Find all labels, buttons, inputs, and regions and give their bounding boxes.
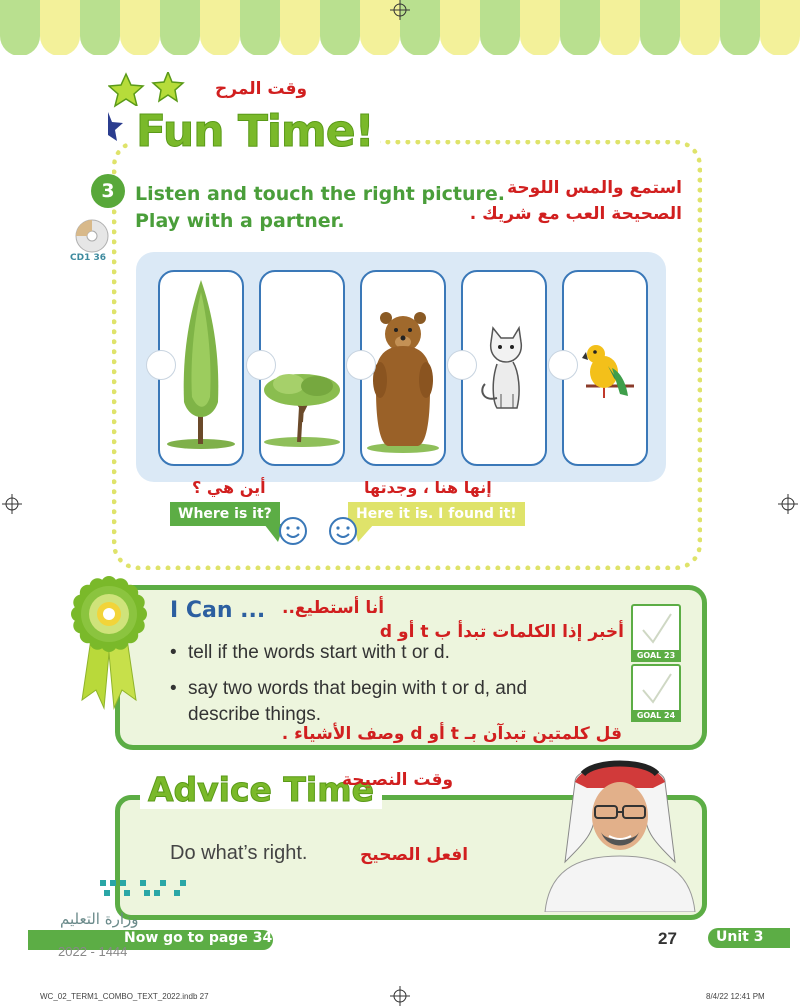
registration-mark-left (2, 494, 22, 514)
registration-mark-bottom (390, 986, 410, 1006)
instruction-ar-line-2: الصحيحة العب مع شريك . (469, 204, 682, 224)
scallop (440, 0, 480, 55)
bullet-dot: • (170, 642, 177, 663)
card-knob (246, 350, 276, 380)
cd-label: CD1 36 (70, 253, 106, 263)
cd-icon (70, 218, 110, 254)
ministry-logo-icon (96, 876, 192, 904)
bubble-left-ar: أين هي ؟ (192, 478, 266, 497)
star-icon (153, 72, 183, 101)
i-can-item2-ar: قل كلمتين تبدآن بـ t أو d وصف الأشياء . (281, 724, 622, 744)
man-illustration (535, 752, 705, 912)
page-number: 27 (658, 929, 677, 948)
scallop (200, 0, 240, 55)
check-icon (633, 666, 679, 712)
smiley-icon (328, 516, 358, 546)
i-can-item-2-line-2: describe things. (188, 704, 322, 725)
i-can-item-2-line-1: say two words that begin with t or d, and (188, 678, 528, 699)
registration-mark-top (390, 0, 410, 20)
scallop (640, 0, 680, 55)
card-knob (146, 350, 176, 380)
scallop (520, 0, 560, 55)
rosette-icon (68, 572, 150, 712)
scallop (760, 0, 800, 55)
speech-bubble-left: Where is it? (170, 502, 280, 526)
advice-text: Do what’s right. (170, 842, 308, 864)
scallop (80, 0, 120, 55)
scallop (0, 0, 40, 55)
scallop (600, 0, 640, 55)
print-slug-right: 8/4/22 12:41 PM (706, 992, 765, 1001)
fun-time-title: Fun Time! (130, 106, 380, 157)
star-icon (108, 112, 123, 141)
activity-number: 3 (91, 174, 125, 208)
bullet-dot: • (170, 678, 177, 699)
advice-title: Advice Time (140, 770, 382, 809)
print-slug-left: WC_02_TERM1_COMBO_TEXT_2022.indb 27 (40, 992, 209, 1001)
goal-label-24: GOAL 24 (631, 710, 681, 722)
goal-label-23: GOAL 23 (631, 650, 681, 662)
scallop (120, 0, 160, 55)
smiley-icon (278, 516, 308, 546)
scallop (680, 0, 720, 55)
card-knob (346, 350, 376, 380)
nav-go-to-page[interactable]: Now go to page 34 (124, 930, 273, 946)
scallop (480, 0, 520, 55)
card-knob (447, 350, 477, 380)
i-can-title: I Can ... (170, 598, 266, 623)
instruction-line-1: Listen and touch the right picture. (135, 183, 505, 205)
i-can-item-1: tell if the words start with t or d. (188, 642, 450, 663)
scallop (720, 0, 760, 55)
i-can-item1-ar: أخبر إذا الكلمات تبدأ ب t أو d (379, 622, 624, 642)
registration-mark-right (778, 494, 798, 514)
instruction-ar-line-1: استمع والمس اللوحة (507, 178, 682, 198)
scallop (560, 0, 600, 55)
goal-checkbox-23[interactable] (631, 604, 681, 654)
bubble-right-ar: إنها هنا ، وجدتها (364, 478, 492, 497)
instruction-line-2: Play with a partner. (135, 210, 345, 232)
i-can-title-ar: أنا أستطيع.. (282, 598, 385, 618)
check-icon (633, 606, 679, 652)
scallop (40, 0, 80, 55)
scallop (160, 0, 200, 55)
fun-time-title-ar: وقت المرح (215, 79, 308, 99)
footer-year: 2022 - 1444 (58, 944, 128, 959)
ministry-name-ar: وزارة التعليم (60, 910, 139, 928)
star-icon (109, 74, 143, 106)
scallop (320, 0, 360, 55)
speech-bubble-right: Here it is. I found it! (348, 502, 525, 526)
goal-checkbox-24[interactable] (631, 664, 681, 714)
advice-text-ar: افعل الصحيح (360, 845, 469, 865)
card-knob (548, 350, 578, 380)
scallop (280, 0, 320, 55)
scallop (240, 0, 280, 55)
unit-label: Unit 3 (716, 929, 764, 945)
advice-title-ar: وقت النصيحة (342, 770, 454, 790)
